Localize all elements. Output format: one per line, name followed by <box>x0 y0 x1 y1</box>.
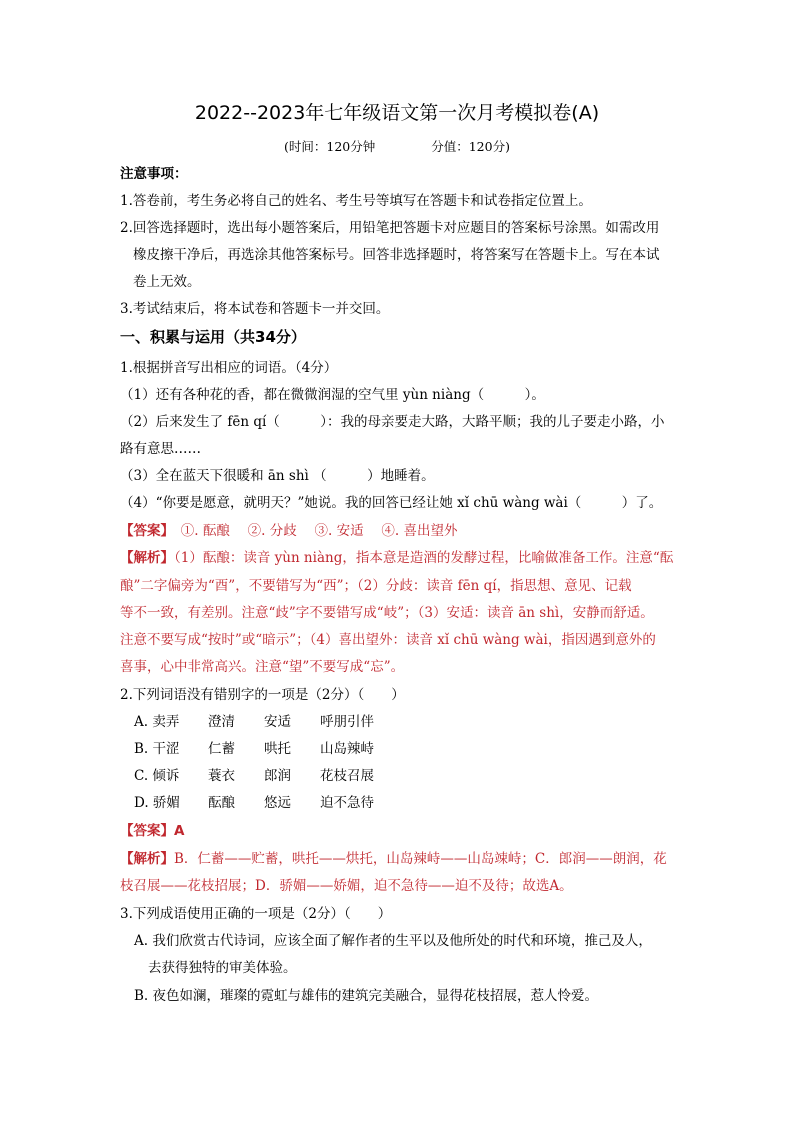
q2-option-b: B. 干涩 仁蓄 哄托 山岛辣峙 <box>134 741 374 757</box>
notice-item-2: 2.回答选择题时，选出每小题答案后，用铅笔把答题卡对应题目的答案标号涂黑。如需改用 <box>120 220 660 236</box>
score-info: 分值：120分) <box>431 139 510 154</box>
answer-body: ①. 酝酿 ②. 分歧 ③. 安适 ④. 喜出望外 <box>167 523 458 539</box>
notice-item-2-cont: 橡皮擦干净后，再选涂其他答案标号。回答非选择题时，将答案写在答题卡上。写在本试 <box>133 247 660 263</box>
q1-analysis-5: 喜事，心中非常高兴。注意“望”不要写成“忘”。 <box>120 659 405 675</box>
q2-analysis-2: 枝召展——花枝招展；D．骄媚——娇媚，迫不急待——迫不及待；故选A。 <box>120 878 573 894</box>
q1-sub-2-cont: 路有意思…… <box>120 441 201 457</box>
q3-option-a: A. 我们欣赏古代诗词，应该全面了解作者的生平以及他所处的时代和环境，推己及人， <box>134 933 652 949</box>
q1-sub-3: （3）全在蓝天下很暖和 ān shì （ ）地睡着。 <box>120 468 435 484</box>
analysis-tag: 【解析】 <box>120 851 174 867</box>
answer-tag: 【答案】 <box>120 523 168 539</box>
q1-answer <box>120 521 457 541</box>
q1-analysis-1 <box>120 548 673 568</box>
analysis-text: B．仁蓄——贮蓄，哄托——烘托，山岛辣峙——山岛竦峙；C．郎润——朗润，花 <box>174 851 667 867</box>
section-heading: 一、积累与运用（共34分） <box>120 328 306 346</box>
q2-answer: 【答案】A <box>120 823 185 839</box>
notice-heading: 注意事项： <box>120 166 188 182</box>
notice-item-2-end: 卷上无效。 <box>133 274 201 290</box>
q3-stem: 3.下列成语使用正确的一项是（2分）（ ） <box>120 906 392 922</box>
q1-analysis-3: 等不一致，有差别。注意“歧”字不要错写成“岐”；（3）安适：读音 ān shì，安静而舒适。 <box>120 605 654 621</box>
q2-stem: 2.下列词语没有错别字的一项是（2分）（ ） <box>120 687 405 703</box>
q2-analysis-1 <box>120 849 667 869</box>
notice-item-1: 1.答卷前，考生务必将自己的姓名、考生号等填写在答题卡和试卷指定位置上。 <box>120 193 592 209</box>
page-title: 2022--2023年七年级语文第一次月考模拟卷(A) <box>194 102 600 124</box>
q2-option-a: A. 卖弄 澄清 安适 呼朋引伴 <box>134 714 374 730</box>
q3-option-a-cont: 去获得独特的审美体验。 <box>148 960 297 976</box>
exam-info <box>0 137 794 157</box>
analysis-tag: 【解析】 <box>120 550 174 566</box>
notice-item-3: 3.考试结束后，将本试卷和答题卡一并交回。 <box>120 301 390 317</box>
q3-option-b: B. 夜色如澜，璀璨的霓虹与雄伟的建筑完美融合，显得花枝招展，惹人怜爱。 <box>134 988 599 1004</box>
q1-sub-4: （4）“你要是愿意，就明天？”她说。我的回答已经让她 xǐ chū wàng wài（ ）了。 <box>120 495 663 511</box>
q2-option-c: C. 倾诉 蓑衣 郎润 花枝召展 <box>134 768 374 784</box>
time-info: (时间：120分钟 <box>284 139 376 154</box>
q1-analysis-2: 酿”二字偏旁为“酉”，不要错写为“西”；（2）分歧：读音 fēn qí，指思想、意见、记载 <box>120 578 632 594</box>
q1-stem: 1.根据拼音写出相应的词语。（4分） <box>120 360 338 376</box>
q2-option-d: D. 骄媚 酝酿 悠远 迫不急待 <box>134 795 374 811</box>
q1-sub-2: （2）后来发生了 fēn qí（ ）：我的母亲要走大路，大路平顺；我的儿子要走小路，小 <box>120 414 665 430</box>
q1-sub-1: （1）还有各种花的香，都在微微润湿的空气里 yùn niàng（ ）。 <box>120 387 545 403</box>
q1-analysis-4: 注意不要写成“按时”或“暗示”；（4）喜出望外：读音 xǐ chū wàng wài，指因遇到意外的 <box>120 632 656 648</box>
analysis-text: （1）酝酿：读音 yùn niàng，指本意是造酒的发酵过程，比喻做准备工作。注意“酝 <box>174 550 674 566</box>
